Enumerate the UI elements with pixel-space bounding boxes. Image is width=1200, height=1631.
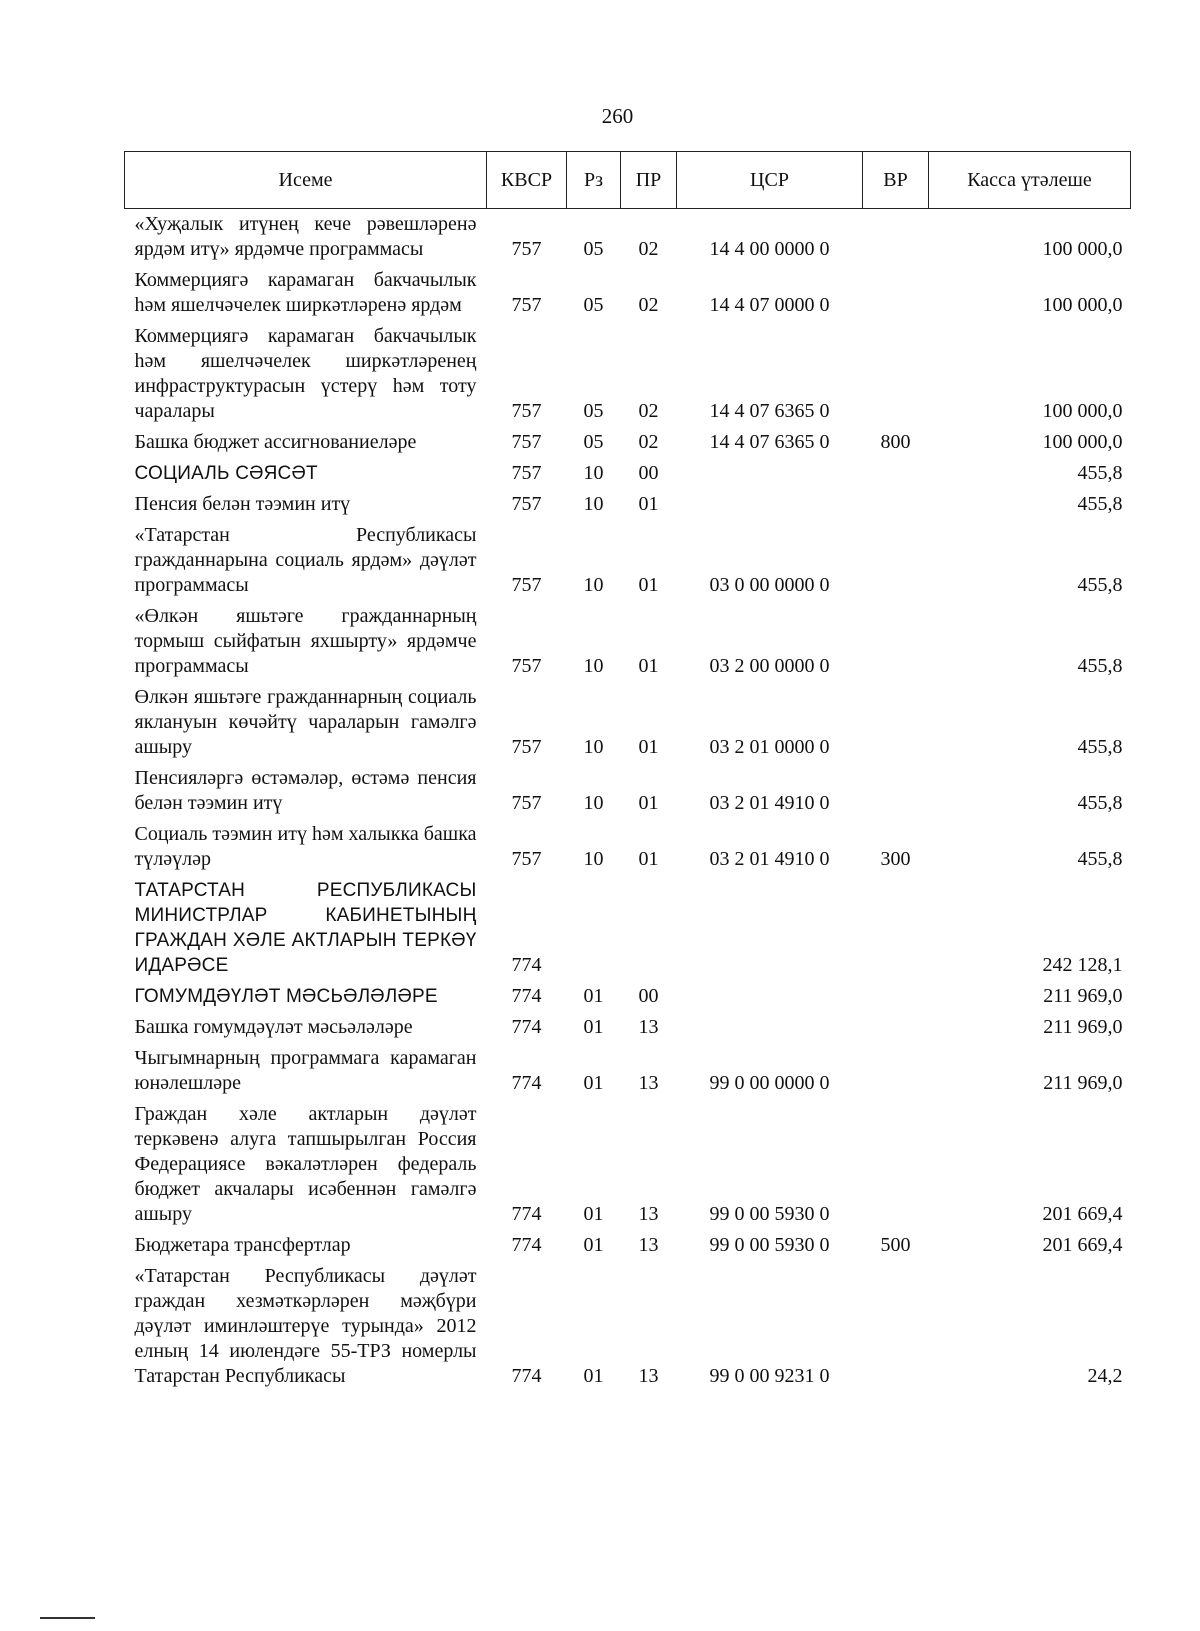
cell-rz: 10 (583, 655, 604, 677)
cell-pr: 13 (638, 1365, 659, 1387)
budget-table (124, 151, 1131, 1392)
cell-name: Пенсияләргә өстәмәләр, өстәмә пенсия белән тәэмин итү (134, 767, 477, 814)
cell-csr: 99 0 00 9231 0 (709, 1365, 830, 1387)
cell-pr: 13 (638, 1016, 659, 1038)
cell-csr: 14 4 07 0000 0 (709, 294, 830, 316)
cell-name: ТАТАРСТАН РЕСПУБЛИКАСЫ МИНИСТРЛАР КАБИНЕТЫНЫҢ ГРАЖДАН ХӘЛЕ АКТЛАРЫН ТЕРКӘҮ ИДАРӘСЕ (134, 880, 477, 976)
cell-kvsr: 757 (511, 400, 542, 422)
cell-name: СОЦИАЛЬ СӘЯСӘТ (134, 463, 318, 484)
cell-rz: 10 (583, 462, 604, 484)
cell-rz (567, 875, 621, 981)
cell-rz: 10 (583, 736, 604, 758)
cell-kvsr: 774 (511, 985, 542, 1007)
cell-amount: 211 969,0 (1043, 1016, 1123, 1038)
cell-vr (863, 489, 929, 520)
cell-amount: 211 969,0 (1043, 1072, 1123, 1094)
col-header-rz: Рз (567, 152, 621, 209)
cell-amount: 455,8 (1077, 462, 1123, 484)
cell-amount: 455,8 (1077, 574, 1123, 596)
table-header (125, 152, 1131, 209)
cell-kvsr: 757 (511, 294, 542, 316)
cell-csr: 03 2 01 4910 0 (709, 792, 830, 814)
cell-kvsr: 774 (511, 1016, 542, 1038)
cell-kvsr: 757 (511, 792, 542, 814)
cell-csr: 99 0 00 5930 0 (709, 1234, 830, 1256)
cell-vr (863, 1261, 929, 1392)
table-row (125, 265, 1131, 321)
cell-pr: 00 (638, 462, 659, 484)
cell-name: Социаль тәэмин итү һәм халыкка башка түләүләр (134, 823, 477, 870)
cell-name: Башка гомумдәүләт мәсьәләләре (134, 1016, 413, 1038)
table-row (125, 321, 1131, 427)
cell-name: Чыгымнарның программага карамаган юнәлешләре (134, 1047, 477, 1094)
cell-kvsr: 774 (511, 1203, 542, 1225)
cell-name: «Татарстан Республикасы дәүләт граждан хезмәткәрләрен мәҗбүри дәүләт иминләштерүе турында» 2012 елның 14 июлендәге 55-ТРЗ номерлы Татарстан Республикасы (134, 1265, 477, 1387)
cell-amount: 455,8 (1077, 736, 1123, 758)
cell-csr (677, 458, 863, 489)
cell-amount: 24,2 (1087, 1365, 1123, 1387)
cell-pr: 01 (638, 574, 659, 596)
footer-rule (40, 1617, 95, 1619)
cell-amount: 100 000,0 (1042, 294, 1123, 316)
cell-amount: 211 969,0 (1043, 985, 1123, 1007)
cell-kvsr: 757 (511, 431, 542, 453)
table-row (125, 601, 1131, 682)
cell-vr (863, 875, 929, 981)
cell-csr: 99 0 00 0000 0 (709, 1072, 830, 1094)
cell-amount: 100 000,0 (1042, 238, 1123, 260)
cell-amount: 100 000,0 (1042, 431, 1123, 453)
cell-kvsr: 757 (511, 493, 542, 515)
col-header-name: Исеме (125, 152, 487, 209)
cell-pr: 01 (638, 792, 659, 814)
cell-pr: 01 (638, 655, 659, 677)
cell-name: Коммерциягә карамаган бакчачылык һәм яшелчәчелек ширкәтләренә ярдәм (134, 269, 477, 316)
table-row (125, 520, 1131, 601)
cell-pr: 02 (638, 238, 659, 260)
cell-pr: 00 (638, 985, 659, 1007)
cell-pr: 02 (638, 400, 659, 422)
cell-csr: 99 0 00 5930 0 (709, 1203, 830, 1225)
table-row (125, 458, 1131, 489)
cell-csr (677, 981, 863, 1012)
cell-kvsr: 774 (511, 1365, 542, 1387)
cell-name: Граждан хәле актларын дәүләт теркәвенә алуга тапшырылган Россия Федерациясе вәкаләтләрен федераль бюджет акчалары исәбеннән гамәлгә ашыру (134, 1103, 477, 1225)
cell-name: Пенсия белән тәэмин итү (134, 493, 351, 515)
cell-kvsr: 774 (511, 1234, 542, 1256)
cell-csr: 14 4 07 6365 0 (709, 431, 830, 453)
cell-rz: 01 (583, 1072, 604, 1094)
cell-vr (863, 1099, 929, 1230)
table-row (125, 209, 1131, 266)
cell-vr (863, 265, 929, 321)
cell-amount: 455,8 (1077, 848, 1123, 870)
cell-name: Коммерциягә карамаган бакчачылык һәм яшелчәчелек ширкәтләренең инфраструктурасын үстерү һәм тоту чаралары (134, 325, 477, 422)
cell-vr (863, 321, 929, 427)
cell-vr (863, 520, 929, 601)
cell-amount: 455,8 (1077, 655, 1123, 677)
cell-pr: 13 (638, 1203, 659, 1225)
cell-vr (863, 209, 929, 266)
cell-amount: 455,8 (1077, 792, 1123, 814)
table-row (125, 819, 1131, 875)
cell-kvsr: 757 (511, 655, 542, 677)
cell-vr (863, 981, 929, 1012)
cell-name: Өлкән яшьтәге гражданнарның социаль яклануын көчәйтү чараларын гамәлгә ашыру (134, 686, 477, 758)
table-row (125, 1099, 1131, 1230)
cell-name: Башка бюджет ассигнованиеләре (134, 431, 417, 453)
cell-vr (863, 458, 929, 489)
cell-vr: 500 (880, 1234, 911, 1256)
cell-amount: 201 669,4 (1042, 1203, 1123, 1225)
col-header-amount: Касса үтәлеше (929, 152, 1131, 209)
cell-amount: 201 669,4 (1042, 1234, 1123, 1256)
cell-vr (863, 1012, 929, 1043)
cell-rz: 05 (583, 431, 604, 453)
cell-pr: 01 (638, 736, 659, 758)
table-row (125, 763, 1131, 819)
table-row (125, 1043, 1131, 1099)
cell-csr (677, 1012, 863, 1043)
page-number: 260 (601, 104, 634, 128)
cell-csr (677, 875, 863, 981)
cell-kvsr: 757 (511, 462, 542, 484)
cell-vr: 800 (880, 431, 911, 453)
cell-pr: 01 (638, 493, 659, 515)
table-row (125, 489, 1131, 520)
cell-vr (863, 763, 929, 819)
cell-pr: 02 (638, 294, 659, 316)
col-header-csr: ЦСР (677, 152, 863, 209)
cell-csr (677, 489, 863, 520)
cell-pr: 01 (638, 848, 659, 870)
cell-vr (863, 682, 929, 763)
cell-csr: 03 0 00 0000 0 (709, 574, 830, 596)
cell-amount: 242 128,1 (1042, 954, 1123, 976)
table-row (125, 427, 1131, 458)
cell-rz: 10 (583, 792, 604, 814)
cell-kvsr: 757 (511, 736, 542, 758)
cell-rz: 05 (583, 238, 604, 260)
table-body (125, 209, 1131, 1393)
cell-kvsr: 757 (511, 848, 542, 870)
cell-pr (621, 875, 677, 981)
cell-vr (863, 1043, 929, 1099)
cell-rz: 10 (583, 848, 604, 870)
cell-rz: 01 (583, 1234, 604, 1256)
cell-rz: 05 (583, 294, 604, 316)
table-row (125, 981, 1131, 1012)
table-row (125, 1012, 1131, 1043)
cell-rz: 01 (583, 1365, 604, 1387)
table-row (125, 1230, 1131, 1261)
cell-csr: 03 2 01 4910 0 (709, 848, 830, 870)
cell-rz: 10 (583, 493, 604, 515)
cell-csr: 14 4 00 0000 0 (709, 238, 830, 260)
cell-name: Бюджетара трансфертлар (134, 1234, 351, 1256)
cell-kvsr: 774 (511, 1072, 542, 1094)
cell-csr: 14 4 07 6365 0 (709, 400, 830, 422)
col-header-vr: ВР (863, 152, 929, 209)
table-row (125, 682, 1131, 763)
cell-name: ГОМУМДӘҮЛӘТ МӘСЬӘЛӘЛӘРЕ (134, 986, 438, 1007)
col-header-kvsr: КВСР (487, 152, 567, 209)
cell-rz: 01 (583, 1016, 604, 1038)
cell-kvsr: 757 (511, 574, 542, 596)
cell-pr: 13 (638, 1072, 659, 1094)
cell-rz: 01 (583, 1203, 604, 1225)
cell-rz: 01 (583, 985, 604, 1007)
cell-csr: 03 2 01 0000 0 (709, 736, 830, 758)
cell-kvsr: 757 (511, 238, 542, 260)
cell-name: «Өлкән яшьтәге гражданнарның тормыш сыйфатын яхшырту» ярдәмче программасы (134, 605, 477, 677)
cell-pr: 13 (638, 1234, 659, 1256)
table-row (125, 1261, 1131, 1392)
cell-pr: 02 (638, 431, 659, 453)
cell-amount: 455,8 (1077, 493, 1123, 515)
cell-rz: 05 (583, 400, 604, 422)
col-header-pr: ПР (621, 152, 677, 209)
table-row (125, 875, 1131, 981)
cell-name: «Хуҗалык итүнең кече рәвешләренә ярдәм итү» ярдәмче программасы (134, 213, 477, 260)
cell-amount: 100 000,0 (1042, 400, 1123, 422)
cell-kvsr: 774 (511, 954, 542, 976)
cell-rz: 10 (583, 574, 604, 596)
cell-vr (863, 601, 929, 682)
cell-vr: 300 (880, 848, 911, 870)
cell-csr: 03 2 00 0000 0 (709, 655, 830, 677)
cell-name: «Татарстан Республикасы гражданнарына социаль ярдәм» дәүләт программасы (134, 524, 477, 596)
